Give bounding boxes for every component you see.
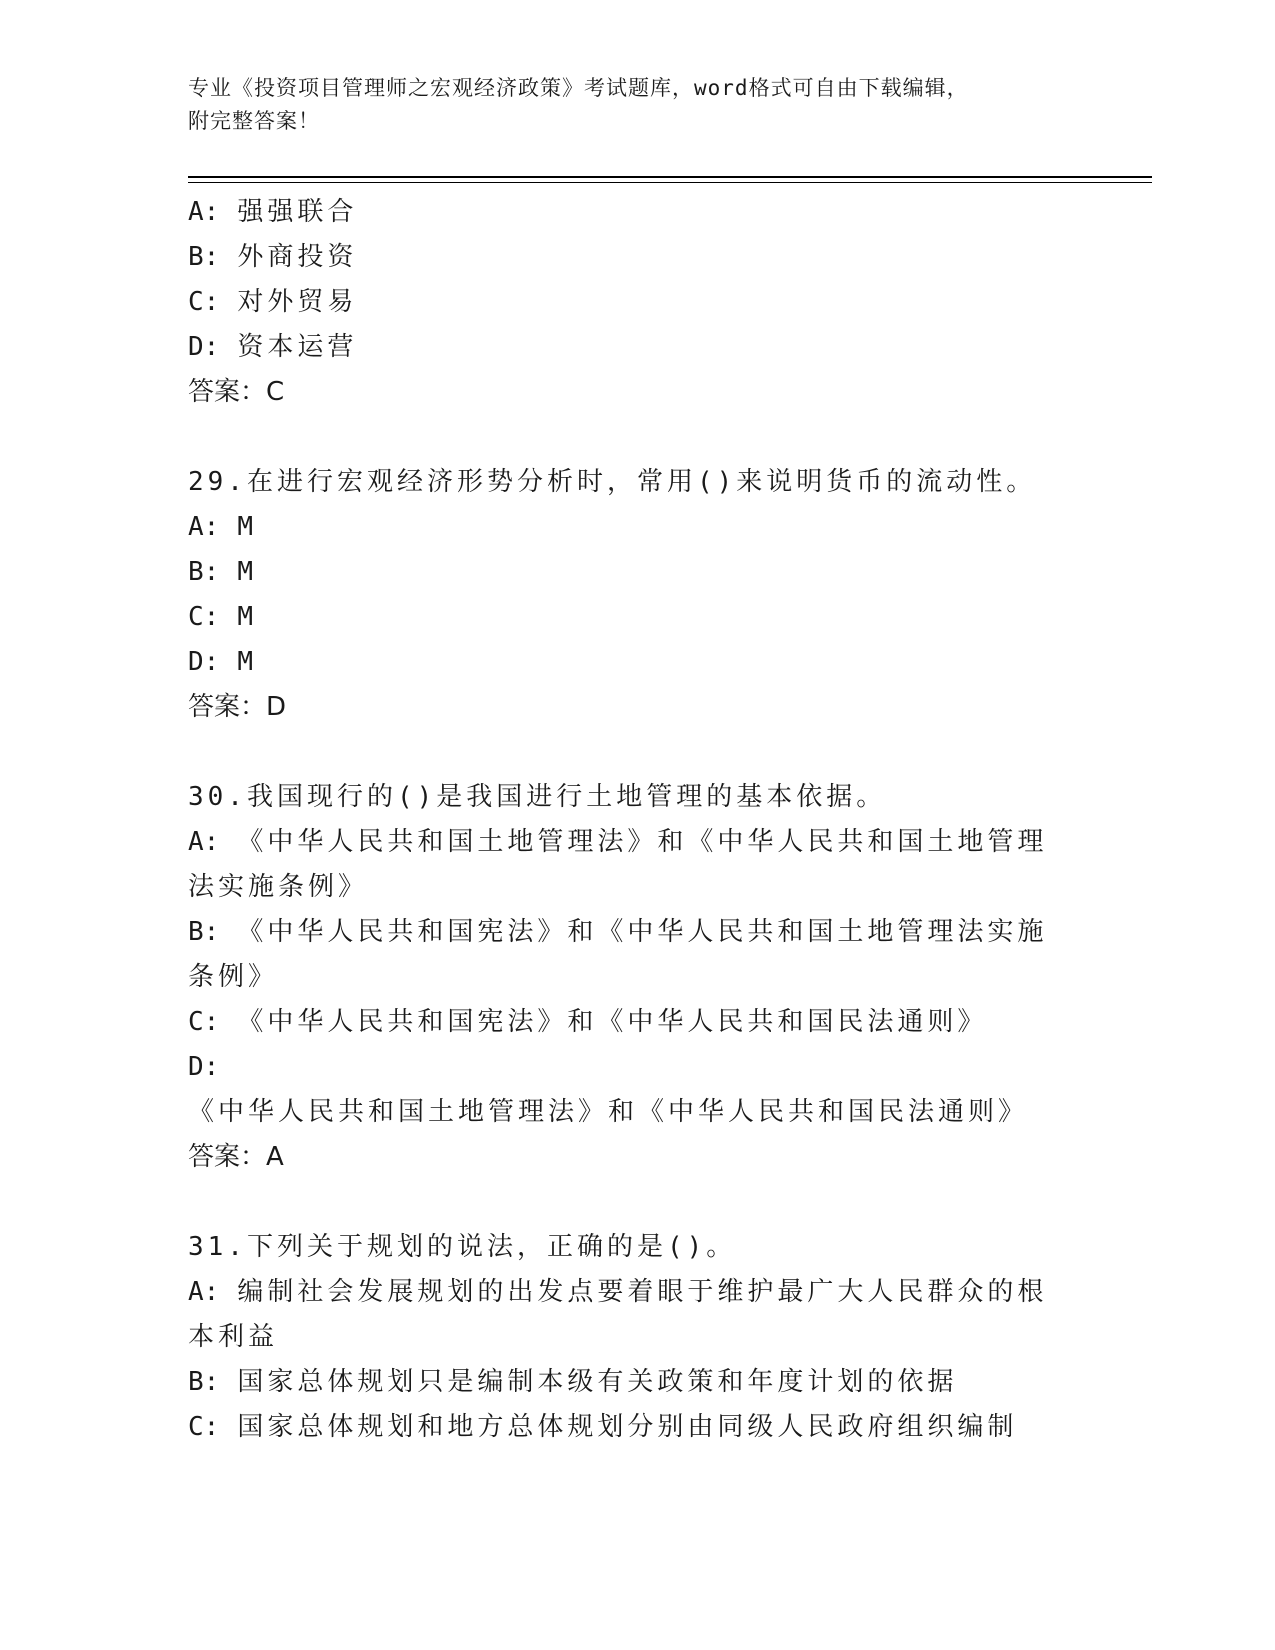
answer-line: 答案：D [188,692,287,722]
option-letter: C [188,1007,204,1037]
option-letter: D [188,1052,204,1082]
option-text: 强强联合 [237,197,358,227]
option-letter: D [188,647,204,677]
answer-line: 答案：A [188,1142,284,1172]
question-text: 30.我国现行的()是我国进行土地管理的基本依据。 [188,782,887,812]
option-letter: D [188,332,204,362]
option-separator: : [203,1367,224,1397]
option-a [188,190,1068,235]
option-separator: : [203,557,224,587]
header-divider [188,176,1152,183]
option-b [188,550,1068,595]
option-d [188,1045,1068,1135]
option-separator: : [203,197,224,227]
option-text: 《中华人民共和国宪法》和《中华人民共和国民法通则》 [237,1007,988,1037]
option-separator: : [203,287,224,317]
option-letter: B [188,1367,204,1397]
question-block-30 [188,775,1068,1180]
option-separator: : [203,332,224,362]
option-d [188,325,1068,370]
option-c [188,595,1068,640]
option-text: 《中华人民共和国宪法》和《中华人民共和国土地管理法实施条例》 [188,917,1048,992]
option-separator: : [203,1052,224,1082]
question-text: 29.在进行宏观经济形势分析时，常用()来说明货币的流动性。 [188,467,1037,497]
option-text: 《中华人民共和国土地管理法》和《中华人民共和国民法通则》 [188,1097,1029,1127]
option-letter: A [188,1277,204,1307]
option-letter: B [188,557,204,587]
option-separator: : [203,242,224,272]
option-b [188,910,1068,1000]
option-separator: : [203,917,224,947]
option-a [188,820,1068,910]
option-d [188,640,1068,685]
option-text: 国家总体规划只是编制本级有关政策和年度计划的依据 [237,1367,958,1397]
option-separator: : [203,1277,224,1307]
option-letter: C [188,287,204,317]
option-separator: : [203,1412,224,1442]
option-separator: : [203,512,224,542]
option-a [188,1270,1068,1360]
option-separator: : [203,1007,224,1037]
option-text: 外商投资 [237,242,358,272]
header-line-2: 附完整答案！ [188,109,320,133]
option-letter: B [188,917,204,947]
option-text: 编制社会发展规划的出发点要着眼于维护最广大人民群众的根本利益 [188,1277,1048,1352]
option-c [188,1405,1068,1450]
option-letter: A [188,512,204,542]
page-header [188,72,1088,138]
question-text: 31.下列关于规划的说法，正确的是()。 [188,1232,737,1262]
option-text: 国家总体规划和地方总体规划分别由同级人民政府组织编制 [237,1412,1018,1442]
question-list [188,190,1068,1450]
option-text: 《中华人民共和国土地管理法》和《中华人民共和国土地管理法实施条例》 [188,827,1048,902]
option-letter: C [188,602,204,632]
option-a [188,505,1068,550]
answer-line: 答案：C [188,377,285,407]
option-text: M [237,602,257,632]
option-text: M [237,647,257,677]
option-text: M [237,512,257,542]
option-text: M [237,557,257,587]
option-separator: : [203,647,224,677]
option-separator: : [203,602,224,632]
option-b [188,235,1068,280]
option-separator: : [203,827,224,857]
option-letter: A [188,827,204,857]
option-letter: B [188,242,204,272]
question-block-29 [188,460,1068,730]
header-line-1: 专业《投资项目管理师之宏观经济政策》考试题库，word格式可自由下载编辑， [188,76,969,100]
option-letter: A [188,197,204,227]
question-block-31 [188,1225,1068,1450]
option-letter: C [188,1412,204,1442]
option-c [188,280,1068,325]
option-text: 资本运营 [237,332,358,362]
question-block-28 [188,190,1068,415]
option-text: 对外贸易 [237,287,358,317]
option-c [188,1000,1068,1045]
option-b [188,1360,1068,1405]
